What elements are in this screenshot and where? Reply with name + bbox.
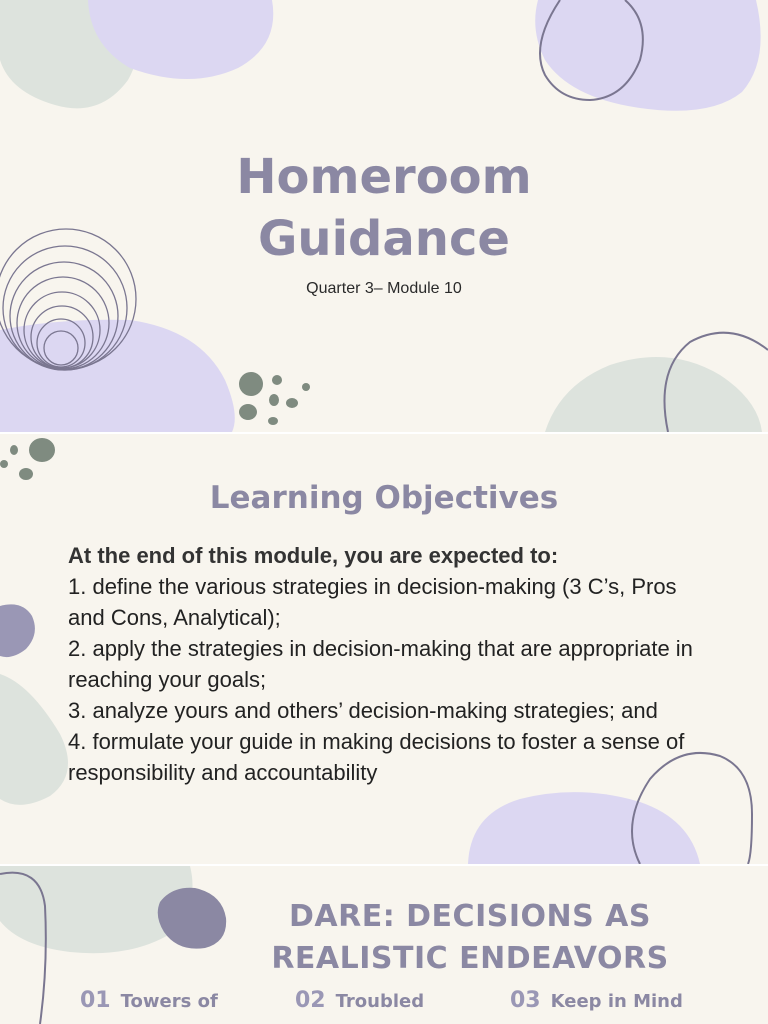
lavender-blob-bottom-right <box>468 792 700 864</box>
dare-heading-line-1: DARE: DECISIONS AS <box>289 899 651 934</box>
title-line-1: Homeroom <box>236 149 532 205</box>
objective-item: 2. apply the strategies in decision-making that are appropriate in reaching your goals; <box>68 636 693 692</box>
topic-item <box>510 988 683 1013</box>
objective-item: 4. formulate your guide in making decisions to foster a sense of responsibility and accountability <box>68 729 685 785</box>
topic-item <box>295 988 424 1013</box>
objectives-heading: Learning Objectives <box>209 480 559 516</box>
slide-learning-objectives <box>0 434 768 864</box>
topic-label: Troubled <box>335 991 425 1012</box>
lavender-blob-left <box>0 320 235 432</box>
title-line-2: Guidance <box>258 211 510 267</box>
lavender-blob-top-right <box>535 0 760 111</box>
objective-item: 1. define the various strategies in decision-making (3 C’s, Pros and Cons, Analytical); <box>68 574 677 630</box>
slide-title <box>0 0 768 432</box>
topic-number: 03 <box>510 988 541 1013</box>
topic-item <box>80 988 218 1013</box>
purple-blob-left <box>0 604 35 657</box>
objectives-lead: At the end of this module, you are expected to: <box>68 543 559 568</box>
dot-cluster <box>239 372 310 425</box>
dot-cluster-top-left <box>0 438 55 480</box>
objectives-body <box>68 540 708 788</box>
dare-heading-line-2: REALISTIC ENDEAVORS <box>271 941 669 976</box>
sage-blob-left <box>0 674 68 805</box>
topic-number: 01 <box>80 988 111 1013</box>
subtitle: Quarter 3– Module 10 <box>306 280 462 297</box>
topic-label: Keep in Mind <box>550 991 683 1012</box>
slide-dare <box>0 866 768 1024</box>
sage-blob-bottom-right <box>545 357 762 432</box>
topic-number: 02 <box>295 988 326 1013</box>
objective-item: 3. analyze yours and others’ decision-making strategies; and <box>68 698 658 723</box>
topic-label: Towers of <box>120 991 218 1012</box>
